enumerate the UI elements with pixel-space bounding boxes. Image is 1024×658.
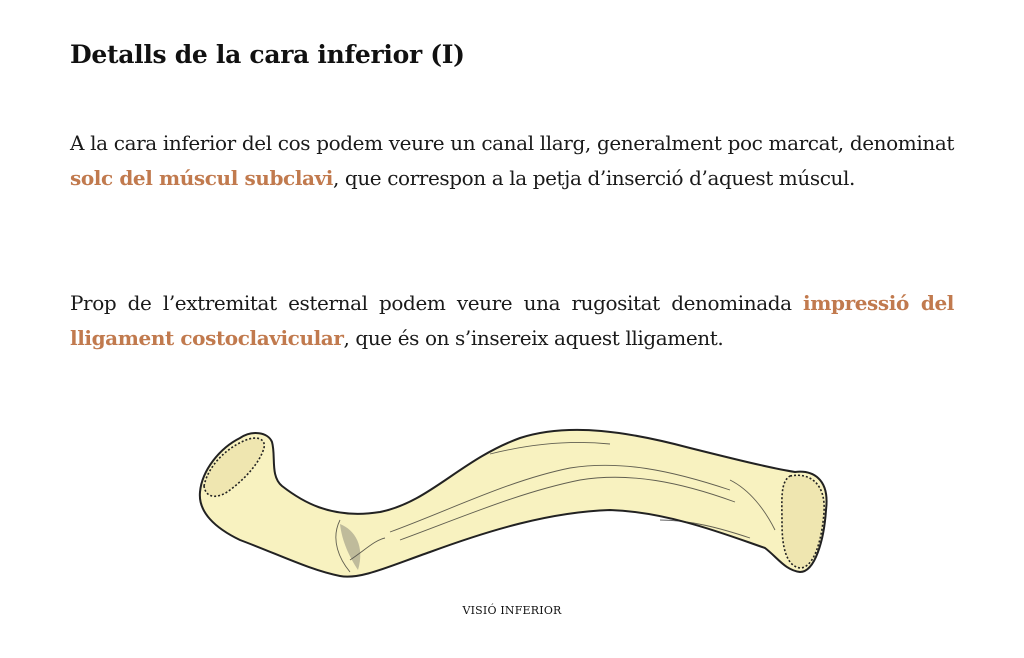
figure-caption: VISIÓ INFERIOR xyxy=(462,604,562,617)
paragraph1-text-after: , que correspon a la petja d’inserció d’aquest múscul. xyxy=(333,166,855,190)
paragraph1-text-before: A la cara inferior del cos podem veure un canal llarg, generalment poc marcat, denominat xyxy=(70,131,954,155)
paragraph-subclavian-groove xyxy=(70,126,954,196)
clavicle-drawing xyxy=(190,420,835,590)
page-title: Detalls de la cara inferior (I) xyxy=(70,40,465,69)
term-subclavian-groove[interactable]: solc del múscul subclavi xyxy=(70,166,333,190)
paragraph2-text-before: Prop de l’extremitat esternal podem veure una rugositat denominada xyxy=(70,291,804,315)
term-costoclavicular-impression[interactable]: impressió del lligament costoclavicular xyxy=(70,291,954,350)
clavicle-illustration xyxy=(190,420,835,590)
paragraph-costoclavicular-impression xyxy=(70,286,954,356)
paragraph2-text-after: , que és on s’insereix aquest lligament. xyxy=(343,326,724,350)
clavicle-body xyxy=(200,430,827,577)
